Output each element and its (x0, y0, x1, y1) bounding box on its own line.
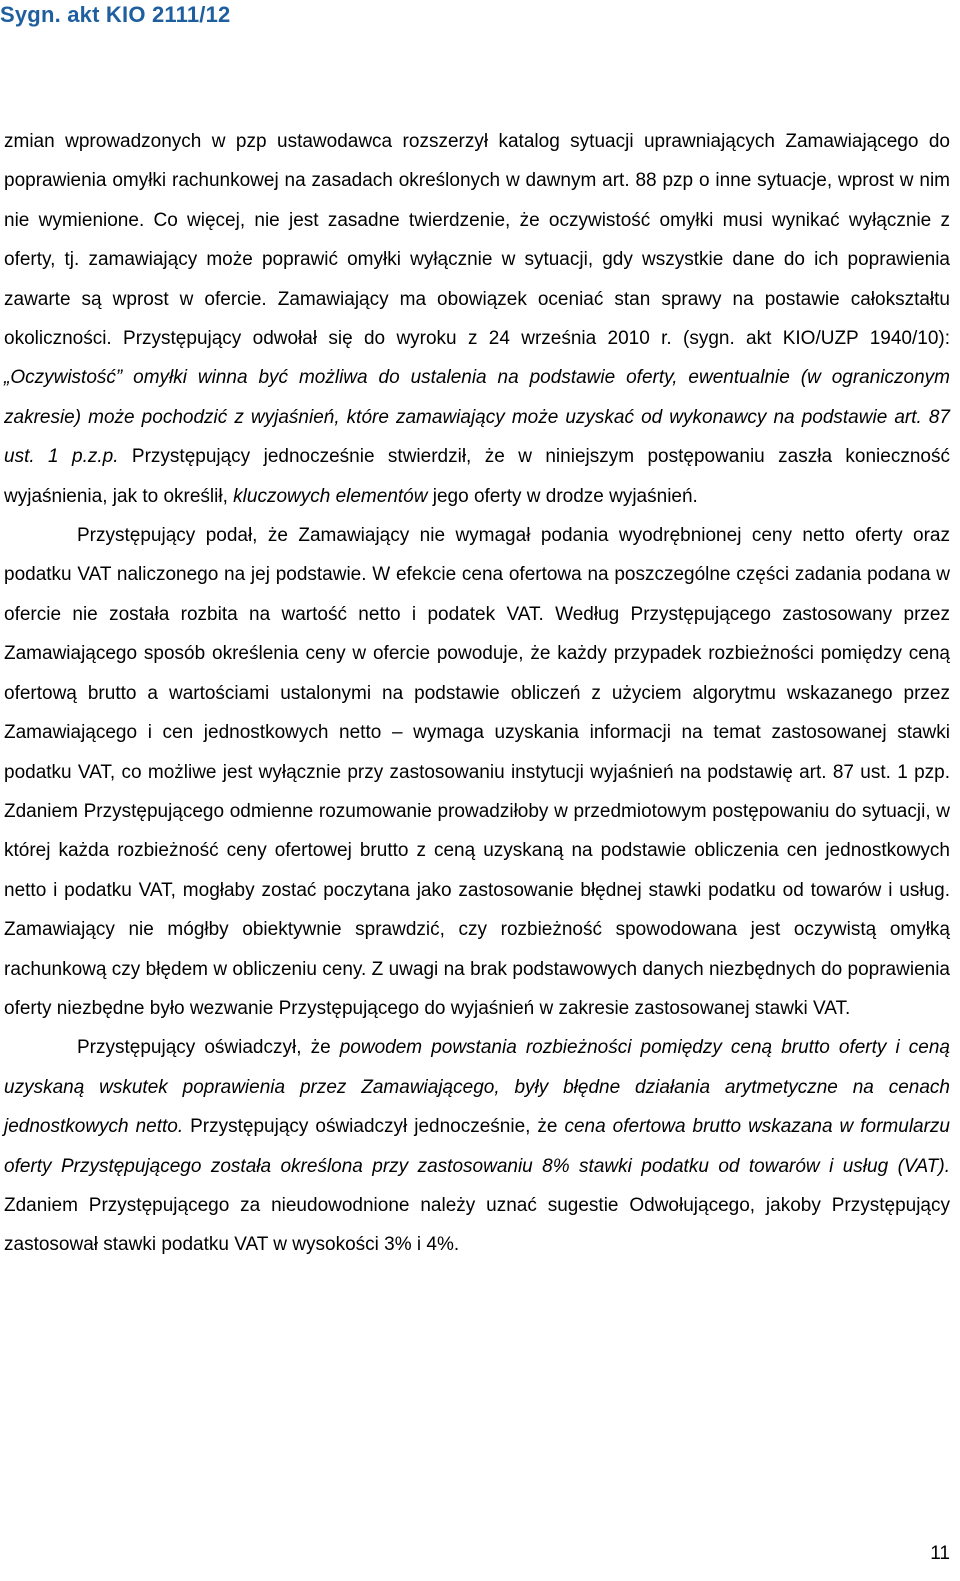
quote-text: „Oczywistość” omyłki winna być możliwa do ustalenia na podstawie oferty, ewentualnie (w ograniczonym zakresie) może pochodzić z wyjaśnień, które zamawiający może uzyskać od wykonawcy na podstawie art. 87 ust. 1 p.z.p. (4, 367, 950, 468)
paragraph-text: zmian wprowadzonych w pzp ustawodawca rozszerzył katalog sytuacji uprawniających Zamawiającego do poprawienia omyłki rachunkowej na zasadach określonych w dawnym art. 88 pzp o inne sytuacje, wprost w nim nie wymienione. Co więcej, nie jest zasadne twierdzenie, że oczywistość omyłki musi wynikać wyłącznie z oferty, tj. zamawiający może poprawić omyłki wyłącznie w sytuacji, gdy wszystkie dane do ich poprawienia zawarte są wprost w ofercie. Zamawiający ma obowiązek oceniać stan sprawy na postawie całokształtu okoliczności. Przystępujący odwołał się do wyroku z 24 września 2010 r. (sygn. akt KIO/UZP 1940/10): (4, 131, 950, 350)
document-case-number: Sygn. akt KIO 2111/12 (0, 2, 231, 27)
paragraph-2 (4, 516, 950, 1028)
paragraph-text: Przystępujący podał, że Zamawiający nie wymagał podania wyodrębnionej ceny netto oferty oraz podatku VAT naliczonego na jej podstawie. W efekcie cena ofertowa na poszczególne części zadania podana w ofercie nie została rozbita na wartość netto i podatek VAT. Według Przystępującego zastosowany przez Zamawiającego sposób określenia ceny w ofercie powoduje, że każdy przypadek rozbieżności pomiędzy ceną ofertową brutto a wartościami ustalonymi na podstawie obliczeń z użyciem algorytmu wskazanego przez Zamawiającego i cen jednostkowych netto – wymaga uzyskania informacji na temat zastosowanej stawki podatku VAT, co możliwe jest wyłącznie przy zastosowaniu instytucji wyjaśnień na podstawię art. 87 ust. 1 pzp. Zdaniem Przystępującego odmienne rozumowanie prowadziłoby w przedmiotowym postępowaniu do sytuacji, w której każda rozbieżność ceny ofertowej brutto z ceną uzyskaną na podstawie obliczenia cen jednostkowych netto i podatku VAT, mogłaby zostać poczytana jako zastosowanie błędnej stawki podatku od towarów i usług. Zamawiający nie mógłby obiektywnie sprawdzić, czy rozbieżność spowodowana jest oczywistą omyłką rachunkową czy błędem w obliczeniu ceny. Z uwagi na brak podstawowych danych niezbędnych do poprawienia oferty niezbędne było wezwanie Przystępującego do wyjaśnień w zakresie zastosowanej stawki VAT. (4, 525, 950, 1019)
document-body (4, 122, 950, 1265)
quote-text: cena ofertowa brutto wskazana w formularzu oferty Przystępującego została określona przy zastosowaniu 8% stawki podatku od towarów i usług (VAT). (4, 1116, 950, 1177)
page-number: 11 (930, 1543, 950, 1564)
paragraph-1 (4, 122, 950, 516)
paragraph-text: Przystępujący oświadczył, że (77, 1037, 340, 1059)
quote-text: powodem powstania rozbieżności pomiędzy ceną brutto oferty i ceną uzyskaną wskutek poprawienia przez Zamawiającego, były błędne działania arytmetyczne na cenach jednostkowych netto. (4, 1037, 950, 1138)
paragraph-text: jego oferty w drodze wyjaśnień. (427, 485, 698, 507)
paragraph-text: Zdaniem Przystępującego za nieudowodnione należy uznać sugestie Odwołującego, jakoby Przystępujący zastosował stawki podatku VAT w wysokości 3% i 4%. (4, 1194, 950, 1256)
paragraph-3 (4, 1028, 950, 1264)
paragraph-text: Przystępujący oświadczył jednocześnie, że (183, 1116, 565, 1138)
quote-text: kluczowych elementów (233, 485, 428, 507)
paragraph-text: Przystępujący jednocześnie stwierdził, że w niniejszym postępowaniu zaszła konieczność wyjaśnienia, jak to określił, (4, 446, 950, 507)
